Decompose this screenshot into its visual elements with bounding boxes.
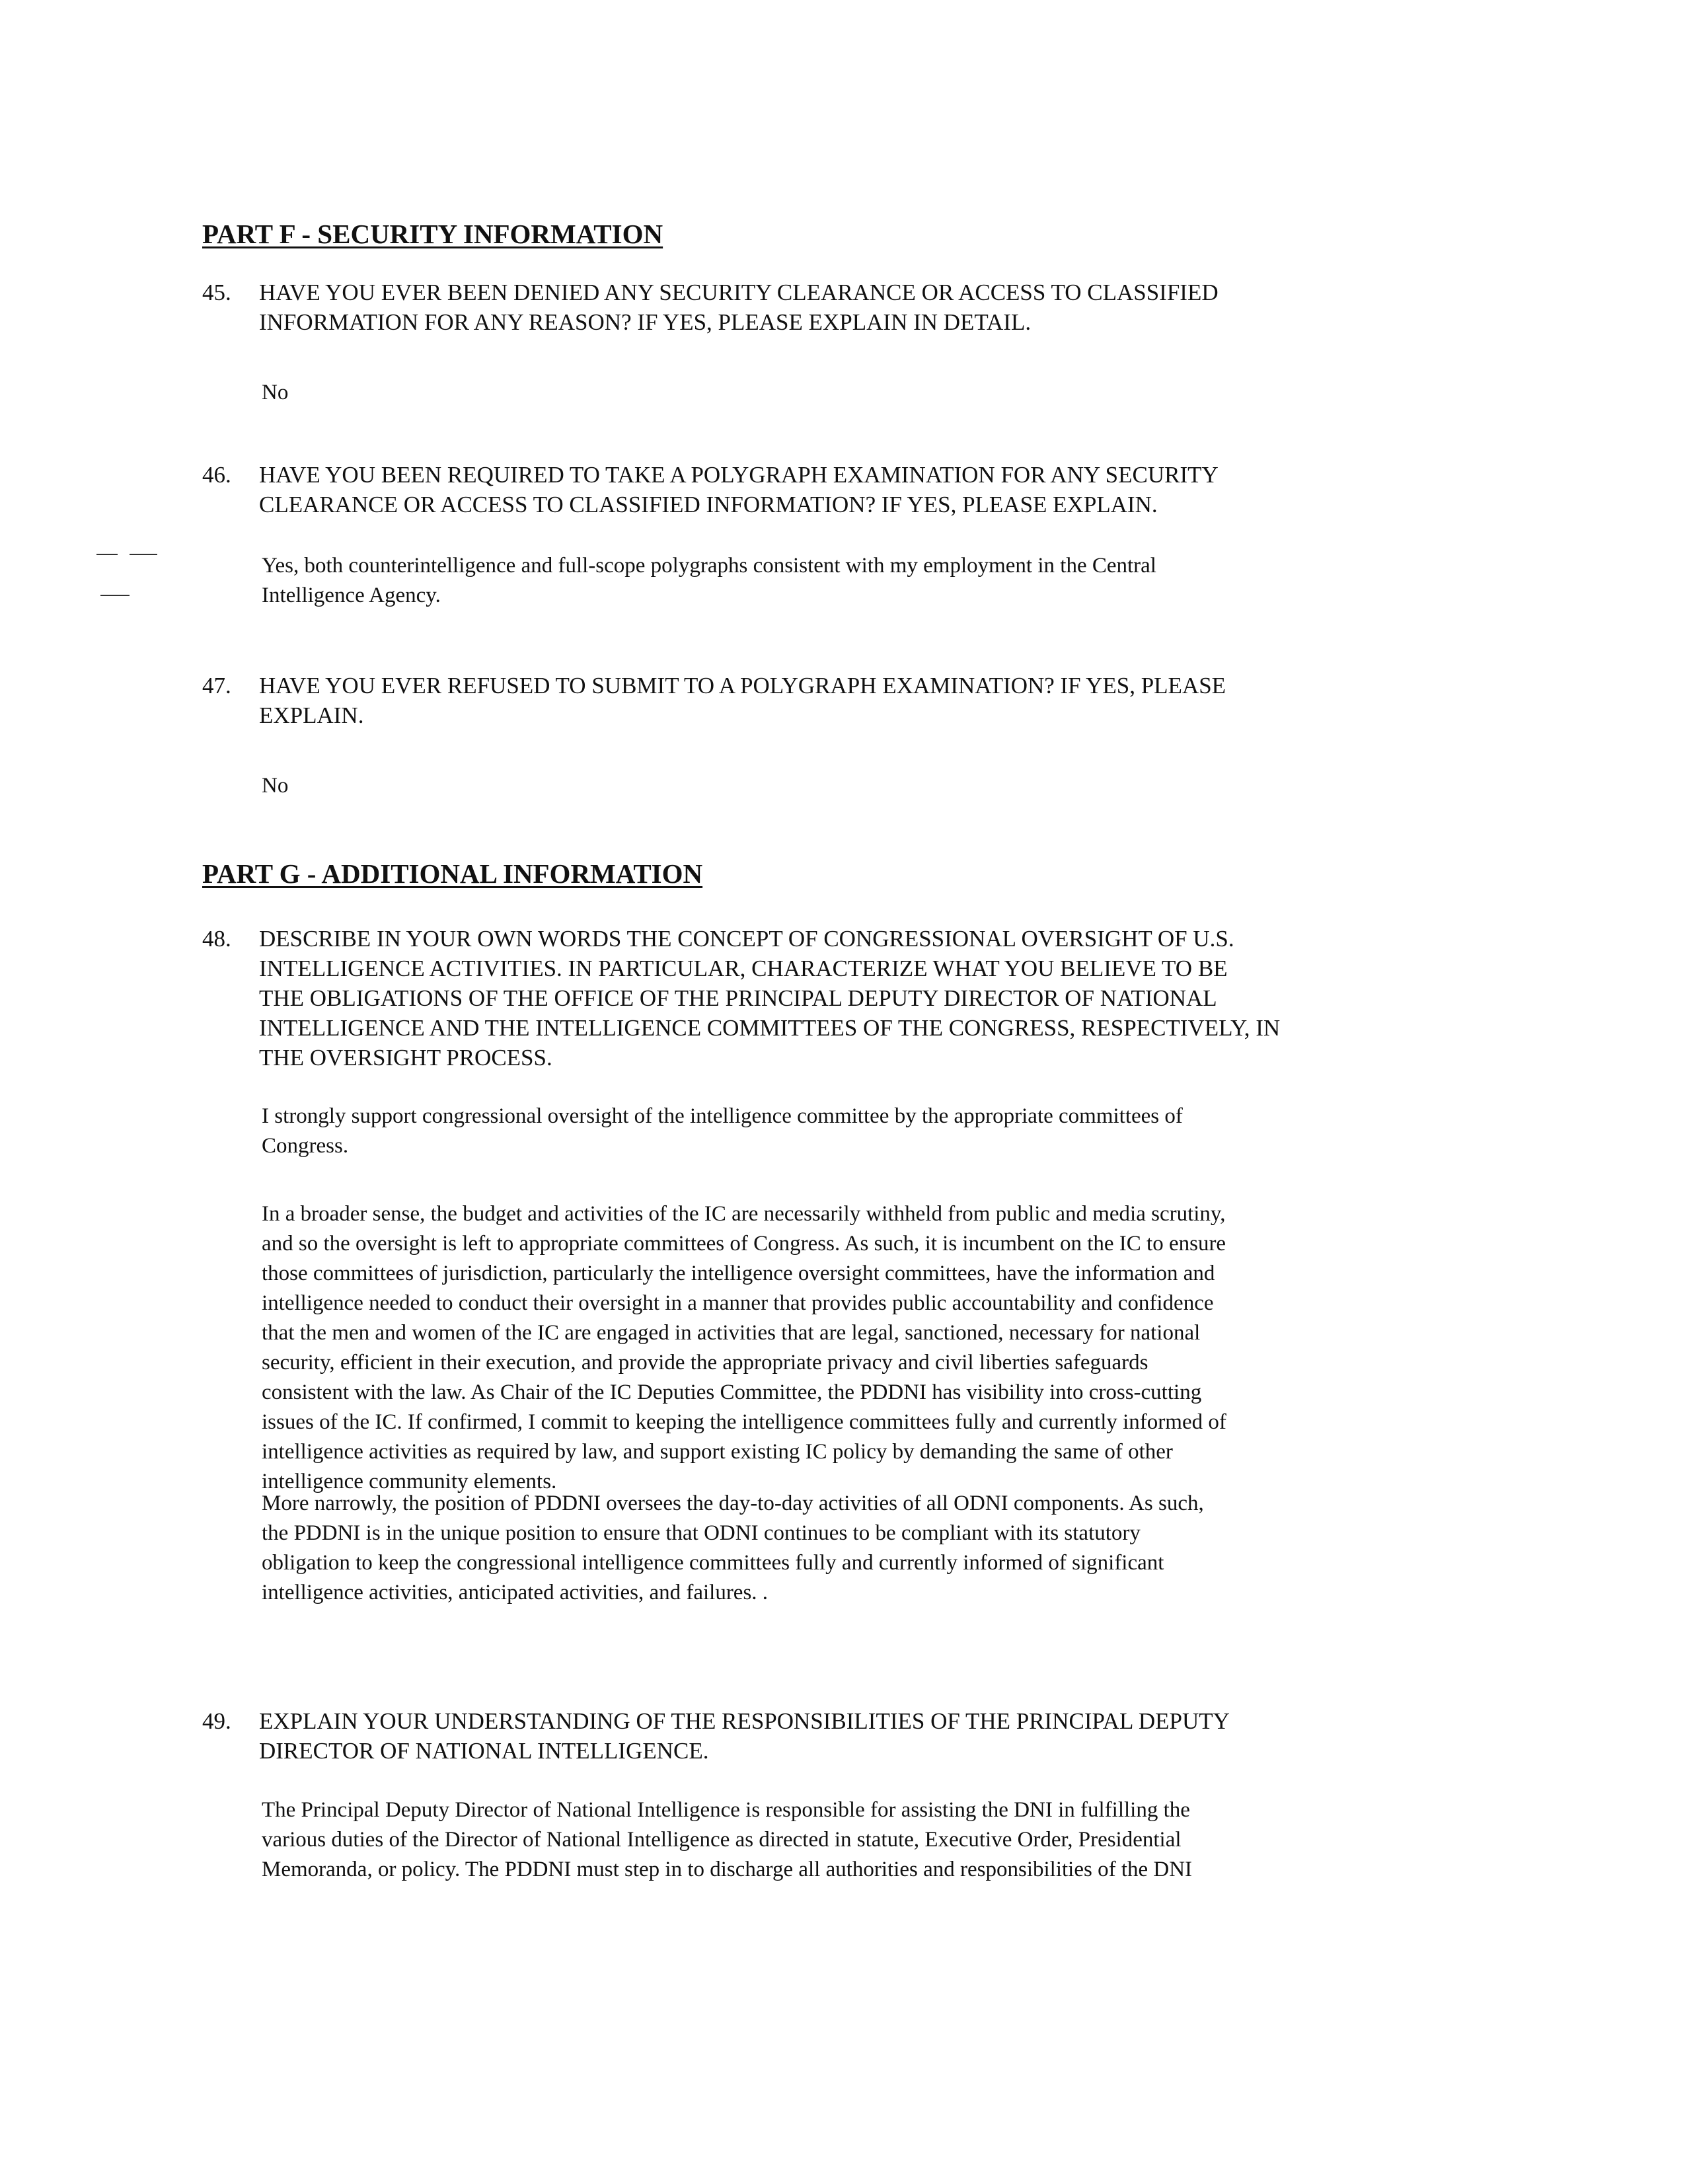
question-47 bbox=[202, 671, 1524, 737]
question-line: HAVE YOU EVER BEEN DENIED ANY SECURITY CLEARANCE OR ACCESS TO CLASSIFIED bbox=[259, 280, 1219, 305]
answer-line: and so the oversight is left to appropriate committees of Congress. As such, it is incumbent on the IC to ensure bbox=[262, 1232, 1226, 1256]
answer-line: Memoranda, or policy. The PDDNI must step in to discharge all authorities and responsibilities of the DNI bbox=[262, 1858, 1193, 1881]
question-line: DIRECTOR OF NATIONAL INTELLIGENCE. bbox=[259, 1738, 709, 1764]
question-number: 48. bbox=[202, 926, 231, 952]
answer-line: those committees of jurisdiction, particularly the intelligence oversight committees, have the information and bbox=[262, 1261, 1215, 1285]
question-48 bbox=[202, 924, 1656, 1076]
question-line: INTELLIGENCE AND THE INTELLIGENCE COMMITTEES OF THE CONGRESS, RESPECTIVELY, IN bbox=[259, 1015, 1281, 1041]
answer-line: No bbox=[262, 381, 289, 404]
part-g-heading: PART G - ADDITIONAL INFORMATION bbox=[202, 858, 703, 889]
question-line: EXPLAIN YOUR UNDERSTANDING OF THE RESPONSIBILITIES OF THE PRINCIPAL DEPUTY bbox=[259, 1708, 1230, 1734]
question-49 bbox=[202, 1706, 1656, 1772]
question-line: EXPLAIN. bbox=[259, 702, 364, 728]
answer-line: security, efficient in their execution, and provide the appropriate privacy and civil liberties safeguards bbox=[262, 1351, 1148, 1374]
answer-48-paragraph-3 bbox=[262, 1489, 1204, 1608]
answer-line: More narrowly, the position of PDDNI oversees the day-to-day activities of all ODNI components. As such, bbox=[262, 1491, 1204, 1515]
answer-45 bbox=[262, 378, 288, 408]
answer-line: The Principal Deputy Director of National Intelligence is responsible for assisting the DNI in fulfilling the bbox=[262, 1798, 1190, 1822]
answer-47 bbox=[262, 771, 288, 801]
question-number: 45. bbox=[202, 280, 231, 305]
answer-line: Congress. bbox=[262, 1134, 349, 1158]
question-line: DESCRIBE IN YOUR OWN WORDS THE CONCEPT OF CONGRESSIONAL OVERSIGHT OF U.S. bbox=[259, 926, 1234, 952]
answer-line: I strongly support congressional oversight of the intelligence committee by the appropriate committees of bbox=[262, 1104, 1183, 1128]
scan-mark bbox=[96, 554, 118, 555]
question-line: INTELLIGENCE ACTIVITIES. IN PARTICULAR, CHARACTERIZE WHAT YOU BELIEVE TO BE bbox=[259, 956, 1228, 981]
question-line: INFORMATION FOR ANY REASON? IF YES, PLEASE EXPLAIN IN DETAIL. bbox=[259, 309, 1032, 335]
answer-line: intelligence activities, anticipated activities, and failures. . bbox=[262, 1581, 769, 1604]
question-line: HAVE YOU EVER REFUSED TO SUBMIT TO A POLYGRAPH EXAMINATION? IF YES, PLEASE bbox=[259, 673, 1226, 698]
answer-line: that the men and women of the IC are engaged in activities that are legal, sanctioned, necessary for national bbox=[262, 1321, 1201, 1345]
question-line: THE OVERSIGHT PROCESS. bbox=[259, 1045, 552, 1071]
question-number: 47. bbox=[202, 673, 231, 698]
answer-49-paragraph-1 bbox=[262, 1795, 1192, 1885]
answer-line: intelligence community elements. bbox=[262, 1470, 557, 1493]
part-f-heading: PART F - SECURITY INFORMATION bbox=[202, 219, 663, 249]
question-45 bbox=[202, 278, 1524, 344]
answer-line: the PDDNI is in the unique position to ensure that ODNI continues to be compliant with its statutory bbox=[262, 1521, 1141, 1545]
question-line: HAVE YOU BEEN REQUIRED TO TAKE A POLYGRAPH EXAMINATION FOR ANY SECURITY bbox=[259, 462, 1219, 488]
answer-46 bbox=[262, 551, 1156, 611]
answer-line: Yes, both counterintelligence and full-scope polygraphs consistent with my employment in the Central bbox=[262, 554, 1156, 578]
answer-line: Intelligence Agency. bbox=[262, 584, 441, 607]
answer-line: issues of the IC. If confirmed, I commit to keeping the intelligence committees fully and currently informed of bbox=[262, 1410, 1226, 1434]
scan-mark bbox=[130, 554, 157, 555]
answer-48-paragraph-1 bbox=[262, 1102, 1183, 1161]
answer-line: obligation to keep the congressional intelligence committees fully and currently informed of significant bbox=[262, 1551, 1164, 1575]
answer-line: No bbox=[262, 774, 289, 798]
answer-48-paragraph-2 bbox=[262, 1199, 1226, 1497]
scan-mark bbox=[100, 595, 130, 596]
question-line: CLEARANCE OR ACCESS TO CLASSIFIED INFORMATION? IF YES, PLEASE EXPLAIN. bbox=[259, 492, 1158, 517]
question-46 bbox=[202, 460, 1524, 526]
question-number: 49. bbox=[202, 1708, 231, 1734]
answer-line: consistent with the law. As Chair of the IC Deputies Committee, the PDDNI has visibility into cross-cutting bbox=[262, 1380, 1202, 1404]
answer-line: intelligence activities as required by law, and support existing IC policy by demanding the same of other bbox=[262, 1440, 1173, 1464]
answer-line: In a broader sense, the budget and activities of the IC are necessarily withheld from public and media scrutiny, bbox=[262, 1202, 1226, 1226]
answer-line: intelligence needed to conduct their oversight in a manner that provides public accountability and confidence bbox=[262, 1291, 1214, 1315]
answer-line: various duties of the Director of National Intelligence as directed in statute, Executive Order, Presidential bbox=[262, 1828, 1182, 1852]
question-number: 46. bbox=[202, 462, 231, 488]
question-line: THE OBLIGATIONS OF THE OFFICE OF THE PRINCIPAL DEPUTY DIRECTOR OF NATIONAL bbox=[259, 985, 1217, 1011]
